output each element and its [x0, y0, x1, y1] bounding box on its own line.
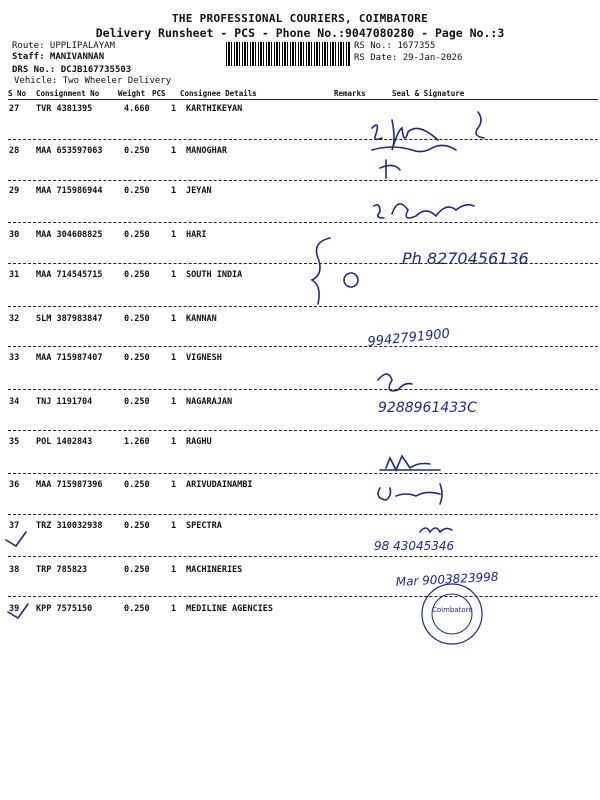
phone-note: Ph 8270456136 — [402, 249, 529, 268]
cell-consignee: MANOGHAR — [186, 146, 227, 156]
cell-consignment: SLM 387983847 — [36, 314, 103, 324]
cell-consignment: POL 1402843 — [36, 437, 93, 447]
bracket-mark — [312, 238, 330, 304]
cell-weight: 0.250 — [124, 186, 150, 196]
cell-pcs: 1 — [171, 437, 177, 447]
cell-consignment: TVR 4381395 — [36, 104, 93, 114]
signature-scribble — [378, 484, 442, 504]
cell-weight: 0.250 — [124, 565, 150, 575]
cell-pcs: 1 — [171, 565, 177, 575]
cell-consignee: KANNAN — [186, 314, 217, 324]
cell-consignee: HARI — [186, 230, 207, 240]
col-consignment: Consignment No — [36, 89, 100, 98]
cell-pcs: 1 — [171, 104, 177, 114]
cell-sno: 32 — [9, 314, 20, 324]
cell-sno: 37 — [9, 521, 20, 531]
cell-sno: 29 — [9, 186, 20, 196]
cell-sno: 35 — [9, 437, 20, 447]
cell-weight: 0.250 — [124, 230, 150, 240]
cell-sno: 33 — [9, 353, 20, 363]
cell-consignee: KARTHIKEYAN — [186, 104, 243, 114]
stamp-ring — [422, 584, 482, 644]
cell-weight: 0.250 — [124, 353, 150, 363]
cell-weight: 0.250 — [124, 270, 150, 280]
col-sno: S No — [8, 89, 27, 98]
cell-consignee: SPECTRA — [186, 521, 222, 531]
cell-sno: 38 — [9, 565, 20, 575]
cell-sno: 30 — [9, 230, 20, 240]
cell-consignment: MAA 715987407 — [36, 353, 103, 363]
cell-consignee: RAGHU — [186, 437, 212, 447]
cell-consignment: TRP 785823 — [36, 565, 88, 575]
runsheet-subtitle: Delivery Runsheet - PCS - Phone No.:9047080280 - Page No.:3 — [95, 26, 505, 40]
signature-scribble — [372, 145, 456, 178]
cell-weight: 0.250 — [124, 314, 150, 324]
cell-weight: 1.260 — [124, 437, 150, 447]
cell-pcs: 1 — [171, 353, 177, 363]
cell-consignment: MAA 304608825 — [36, 230, 103, 240]
cell-consignment: KPP 7575150 — [36, 604, 93, 614]
col-remarks: Remarks — [334, 89, 366, 98]
cell-consignment: MAA 714545715 — [36, 270, 103, 280]
signature-scribble — [378, 374, 412, 391]
phone-note: Mar 9003823998 — [395, 569, 499, 589]
col-consignee: Consignee Details — [180, 89, 257, 98]
stamp-text: Coimbatore — [432, 606, 473, 614]
rs-number: RS No.: 1677355 — [354, 41, 436, 51]
signature-scribble — [374, 204, 474, 218]
route-label: Route: UPPLIPALAYAM — [12, 41, 115, 51]
cell-sno: 28 — [9, 146, 20, 156]
tick-mark — [6, 532, 26, 546]
cell-consignment: TNJ 1191704 — [36, 397, 93, 407]
rs-date: RS Date: 29-Jan-2026 — [354, 53, 463, 63]
staff-label: Staff: MANIVANNAN — [12, 52, 105, 62]
cell-weight: 0.250 — [124, 146, 150, 156]
stamp-inner — [432, 594, 472, 634]
cell-pcs: 1 — [171, 230, 177, 240]
cell-sno: 39 — [9, 604, 20, 614]
signature-scribble — [372, 112, 484, 150]
drs-number: DRS No.: DCJB167735503 — [12, 65, 132, 75]
signature-scribble — [420, 528, 452, 532]
tick-mark — [8, 604, 28, 618]
cell-consignee: MACHINERIES — [186, 565, 243, 575]
phone-note: 9288961433C — [378, 400, 477, 416]
cell-sno: 27 — [9, 104, 20, 114]
cell-weight: 0.250 — [124, 521, 150, 531]
cell-pcs: 1 — [171, 604, 177, 614]
col-weight: Weight — [118, 89, 146, 98]
cell-consignment: MAA 715986944 — [36, 186, 103, 196]
cell-consignee: JEYAN — [186, 186, 212, 196]
cell-pcs: 1 — [171, 186, 177, 196]
signature-scribble — [380, 456, 440, 470]
vehicle-label: Vehicle: Two Wheeler Delivery — [14, 76, 172, 86]
cell-weight: 4.660 — [124, 104, 150, 114]
phone-note: 98 43045346 — [374, 539, 455, 553]
cell-consignee: VIGNESH — [186, 353, 222, 363]
cell-consignee: ARIVUDAINAMBI — [186, 480, 253, 490]
cell-consignment: TRZ 310032938 — [36, 521, 103, 531]
cell-weight: 0.250 — [124, 397, 150, 407]
cell-consignee: NAGARAJAN — [186, 397, 233, 407]
cell-weight: 0.250 — [124, 604, 150, 614]
cell-pcs: 1 — [171, 521, 177, 531]
cell-pcs: 1 — [171, 314, 177, 324]
phone-note: 9942791900 — [366, 326, 451, 350]
cell-pcs: 1 — [171, 146, 177, 156]
cell-pcs: 1 — [171, 270, 177, 280]
circle-mark — [344, 273, 358, 287]
cell-sno: 36 — [9, 480, 20, 490]
cell-pcs: 1 — [171, 480, 177, 490]
cell-consignment: MAA 653597063 — [36, 146, 103, 156]
col-seal: Seal & Signature — [392, 89, 465, 98]
cell-consignee: MEDILINE AGENCIES — [186, 604, 273, 614]
cell-pcs: 1 — [171, 397, 177, 407]
cell-sno: 31 — [9, 270, 20, 280]
company-title: THE PROFESSIONAL COURIERS, COIMBATORE — [171, 12, 429, 25]
cell-sno: 34 — [9, 397, 20, 407]
cell-consignee: SOUTH INDIA — [186, 270, 243, 280]
col-pcs: PCS — [152, 89, 166, 98]
cell-consignment: MAA 715987396 — [36, 480, 103, 490]
cell-weight: 0.250 — [124, 480, 150, 490]
